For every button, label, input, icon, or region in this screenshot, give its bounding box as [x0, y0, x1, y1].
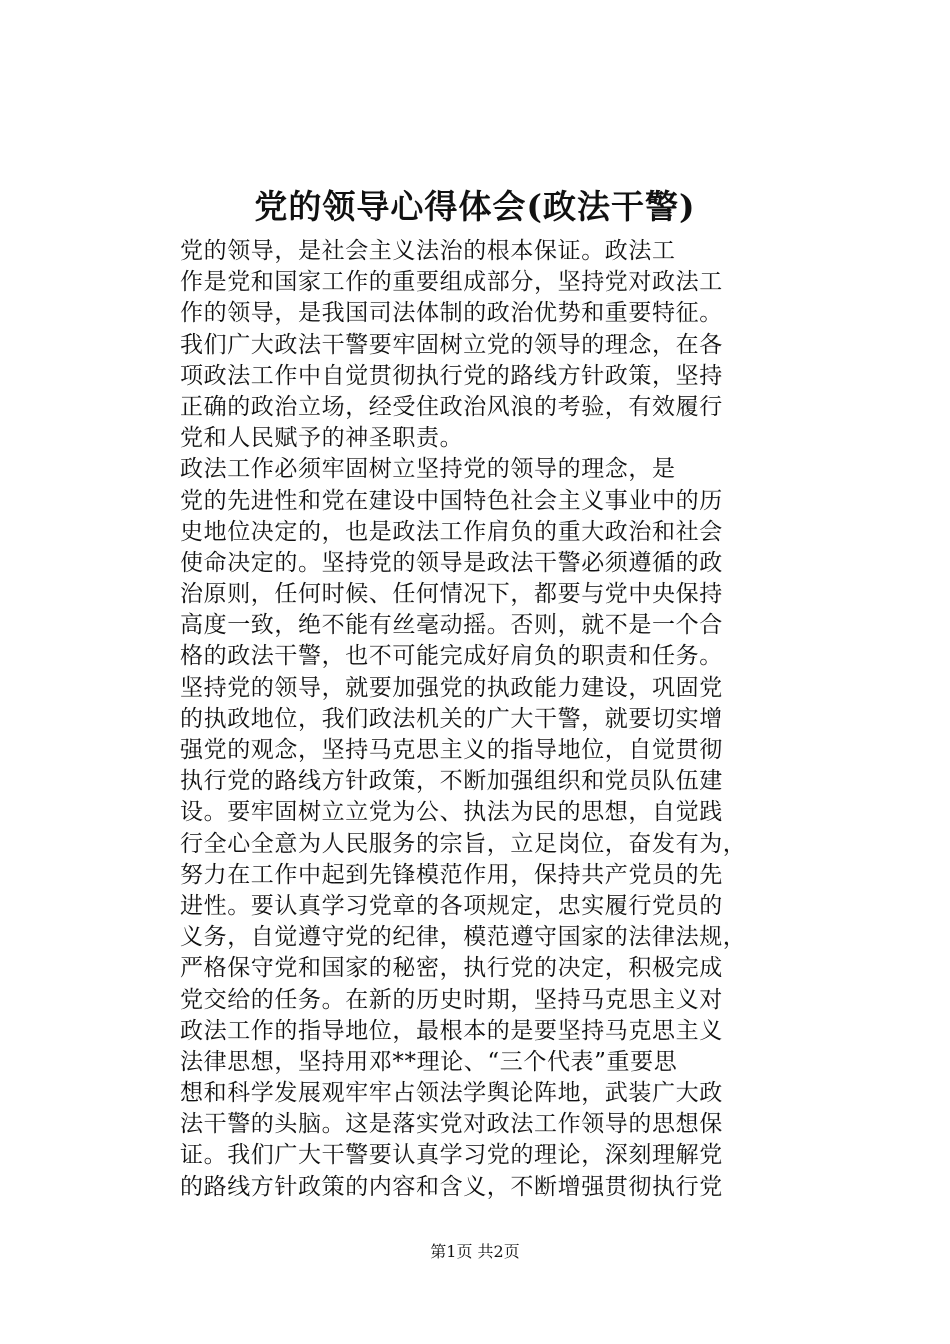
text-line: 高度一致，绝不能有丝毫动摇。否则，就不是一个合	[180, 612, 723, 639]
text-line: 史地位决定的，也是政法工作肩负的重大政治和社会	[180, 518, 723, 545]
text-line: 法律思想，坚持用邓**理论、“三个代表”重要思	[180, 1048, 678, 1075]
text-line: 格的政法干警，也不可能完成好肩负的职责和任务。	[180, 643, 723, 670]
text-line: 使命决定的。坚持党的领导是政法干警必须遵循的政	[180, 549, 723, 576]
text-line: 党的领导，是社会主义法治的根本保证。政法工	[180, 238, 676, 264]
text-line: 进性。要认真学习党章的各项规定，忠实履行党员的	[180, 892, 723, 919]
text-line: 作的领导，是我国司法体制的政治优势和重要特征。	[180, 300, 723, 327]
text-line: 治原则，任何时候、任何情况下，都要与党中央保持	[180, 581, 723, 608]
text-line: 党和人民赋予的神圣职责。	[180, 425, 464, 452]
text-line: 努力在工作中起到先锋模范作用，保持共产党员的先	[180, 861, 723, 888]
text-line: 义务，自觉遵守党的纪律，模范遵守国家的法律法规，	[180, 924, 747, 951]
text-line: 党交给的任务。在新的历史时期，坚持马克思主义对	[180, 986, 723, 1013]
text-line: 项政法工作中自觉贯彻执行党的路线方针政策，坚持	[180, 362, 723, 389]
text-line: 强党的观念，坚持马克思主义的指导地位，自觉贯彻	[180, 737, 723, 763]
body-text	[180, 236, 780, 1203]
text-line: 严格保守党和国家的秘密，执行党的决定，积极完成	[180, 955, 723, 982]
text-line: 政法工作的指导地位，最根本的是要坚持马克思主义	[180, 1017, 723, 1044]
text-line: 的执政地位，我们政法机关的广大干警，就要切实增	[180, 705, 723, 732]
text-line: 想和科学发展观牢牢占领法学舆论阵地，武装广大政	[180, 1080, 723, 1107]
text-line: 执行党的路线方针政策，不断加强组织和党员队伍建	[180, 768, 723, 795]
text-line: 党的先进性和党在建设中国特色社会主义事业中的历	[180, 487, 723, 514]
text-line: 坚持党的领导，就要加强党的执政能力建设，巩固党	[180, 674, 723, 701]
text-line: 政法工作必须牢固树立坚持党的领导的理念，是	[180, 456, 676, 483]
text-line: 作是党和国家工作的重要组成部分，坚持党对政法工	[180, 269, 723, 296]
text-line: 法干警的头脑。这是落实党对政法工作领导的思想保	[180, 1111, 723, 1138]
text-line: 证。我们广大干警要认真学习党的理论，深刻理解党	[180, 1142, 723, 1169]
text-line: 设。要牢固树立立党为公、执法为民的思想，自觉践	[180, 799, 723, 826]
page-footer: 第1页 共2页	[430, 1242, 520, 1261]
text-line: 我们广大政法干警要牢固树立党的领导的理念，在各	[180, 331, 723, 358]
text-line: 行全心全意为人民服务的宗旨，立足岗位，奋发有为，	[180, 830, 747, 857]
page-title: 党的领导心得体会(政法干警)	[254, 187, 696, 226]
text-line: 正确的政治立场，经受住政治风浪的考验，有效履行	[180, 393, 723, 420]
text-line: 的路线方针政策的内容和含义，不断增强贯彻执行党	[180, 1173, 723, 1200]
